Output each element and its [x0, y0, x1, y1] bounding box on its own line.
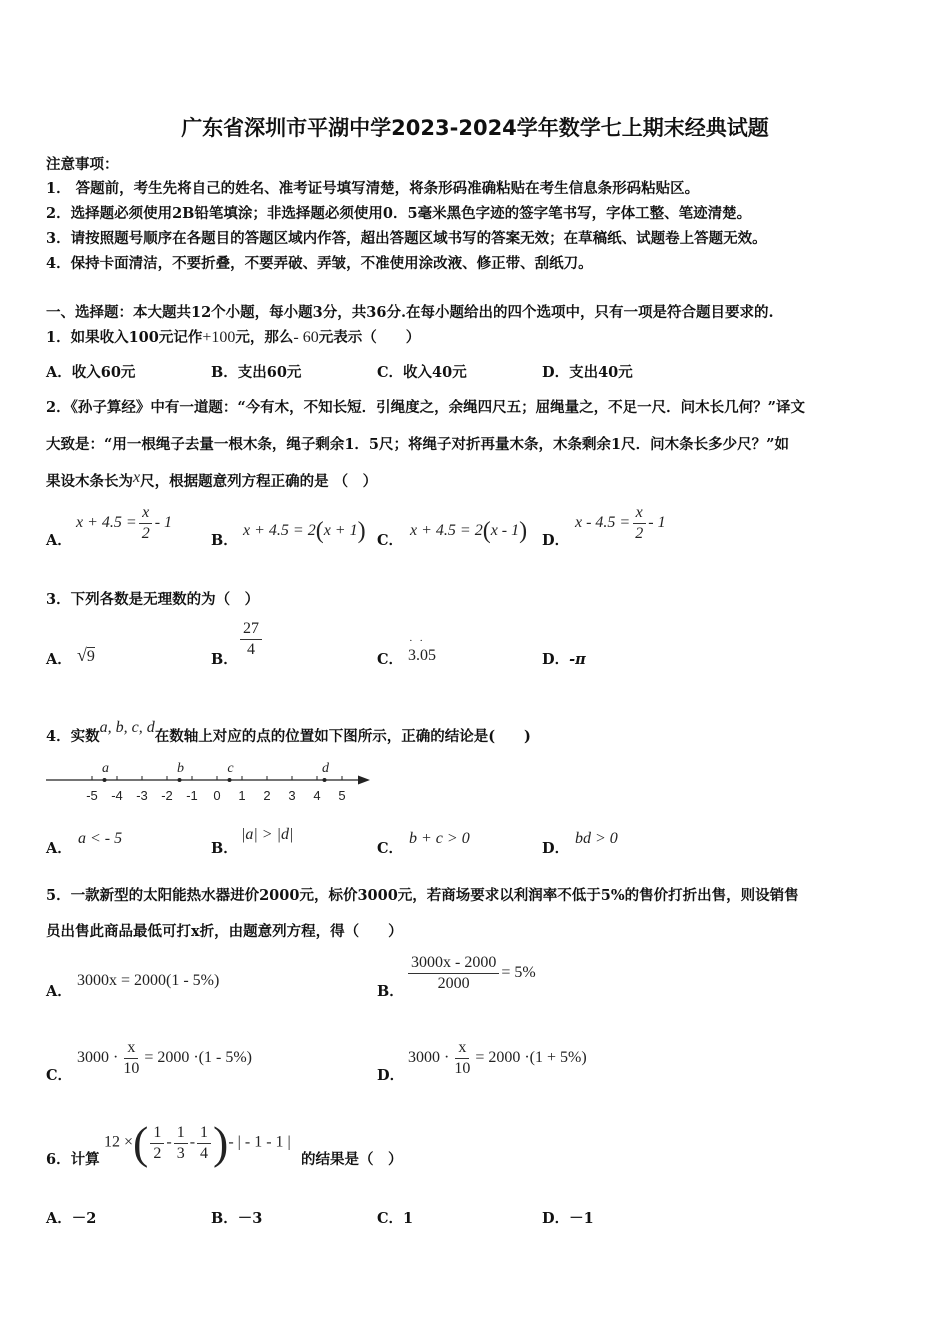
tick-label: -2: [161, 788, 173, 803]
point-label: b: [177, 761, 184, 776]
option-a-equation: x + 4.5 = $\frac{x}{2}$ - 1: [76, 504, 173, 542]
option-b-value: $\frac{27}{4}$: [238, 619, 264, 660]
option-c-label: C．: [377, 532, 404, 549]
option-b-equation: x + 4.5 = 2(x + 1): [243, 518, 366, 544]
notes-heading: 注意事项：: [46, 156, 119, 173]
point-label: d: [322, 761, 329, 776]
number-line: [44, 756, 374, 804]
question-3-stem: 3．下列各数是无理数的为（ ）: [46, 591, 260, 608]
option-a-label: A．: [46, 532, 72, 549]
question-5-line: 员出售此商品最低可打x折，由题意列方程，得（ ）: [46, 923, 403, 940]
notes-item: 4．保持卡面清洁，不要折叠，不要弄破、弄皱，不准使用涂改液、修正带、刮纸刀。: [46, 255, 593, 272]
tick-label: -5: [86, 788, 98, 803]
tick-label: 2: [263, 788, 271, 803]
point-label: a: [102, 761, 109, 776]
option-d-label: D．: [542, 532, 570, 549]
math-var: x: [133, 469, 141, 486]
option-c-equation: x + 4.5 = 2(x - 1): [410, 518, 528, 544]
question-2-line: 大致是：“用一根绳子去量一根木条，绳子剩余1．5尺；将绳子对折再量木条，木条剩余1尺．问木条长多少尺？”如: [46, 436, 789, 453]
math-vars: a, b, c, d: [99, 719, 155, 736]
option-b-label: B．: [211, 532, 238, 549]
option-d-expr: bd > 0: [575, 830, 618, 847]
tick-label: 5: [338, 788, 346, 803]
tick-label: -3: [136, 788, 148, 803]
option-a-equation: 3000x = 2000(1 - 5%): [77, 972, 220, 989]
option-c-value: 3.05: [408, 647, 436, 664]
option-a-label: A．: [46, 840, 72, 857]
option-b-expr: |a| > |d|: [241, 826, 294, 843]
option-d-equation: 3000 · $\frac{x}{10}$ = 2000 ·(1 + 5%): [408, 1039, 587, 1077]
option-a-expr: a < - 5: [78, 830, 123, 847]
option-d: D．－1: [542, 1210, 594, 1227]
option-b: B．－3: [211, 1210, 263, 1227]
question-6-tail: 的结果是（ ）: [301, 1151, 403, 1168]
point-d: [323, 778, 327, 782]
option-d-label: D．: [377, 1067, 405, 1084]
page-title: 广东省深圳市平湖中学2023-2024学年数学七上期末经典试题: [181, 116, 769, 140]
axis-arrow: [358, 776, 370, 785]
option-c-label: C．: [46, 1067, 73, 1084]
math-expr: +100: [202, 329, 236, 346]
repeating-dots: · ·: [409, 635, 426, 647]
option-c-equation: 3000 · $\frac{x}{10}$ = 2000 ·(1 - 5%): [77, 1039, 252, 1077]
tick-label: 1: [238, 788, 246, 803]
option-c: C．1: [377, 1210, 414, 1227]
option-d-equation: x - 4.5 = $\frac{x}{2}$ - 1: [575, 504, 666, 542]
question-5-line: 5．一款新型的太阳能热水器进价2000元，标价3000元，若商场要求以利润率不低于5%的售价打折出售，则设销售: [46, 887, 799, 904]
question-6-expression: 12 ×( $\frac{1}{2}$ - $\frac{1}{3}$ - $\frac{1}{4}$ )- | - 1 - 1 |: [104, 1117, 291, 1168]
option-a-label: A．: [46, 983, 72, 1000]
option-d-label: D．-π: [542, 651, 586, 668]
option-a-value: √9: [77, 645, 95, 665]
point-c: [228, 778, 232, 782]
notes-item: 1． 答题前，考生先将自己的姓名、准考证号填写清楚，将条形码准确粘贴在考生信息条形码粘贴区。: [46, 180, 700, 197]
section-heading: 一、选择题：本大题共12个小题，每小题3分，共36分.在每小题给出的四个选项中，只有一项是符合题目要求的.: [46, 304, 774, 321]
notes-item: 2．选择题必须使用2B铅笔填涂；非选择题必须使用0．5毫米黑色字迹的签字笔书写，字体工整、笔迹清楚。: [46, 205, 752, 222]
question-4-stem: 4．实数a, b, c, d在数轴上对应的点的位置如下图所示，正确的结论是( ): [46, 719, 531, 745]
option-c-expr: b + c > 0: [409, 830, 470, 847]
option-b: B．支出60元: [211, 364, 302, 381]
option-d-label: D．: [542, 840, 570, 857]
question-2-line: 2．《孙子算经》中有一道题：“今有木，不知长短．引绳度之，余绳四尺五；屈绳量之，不足一尺．问木长几何？”译文: [46, 399, 806, 416]
question-2-line: 果设木条长为x尺，根据题意列方程正确的是 （ ）: [46, 469, 378, 490]
point-a: [103, 778, 107, 782]
point-b: [178, 778, 182, 782]
option-c: C．收入40元: [377, 364, 467, 381]
option-c-label: C．: [377, 840, 404, 857]
option-d: D．支出40元: [542, 364, 633, 381]
option-a: A．－2: [46, 1210, 97, 1227]
tick-label: -1: [186, 788, 198, 803]
option-b-label: B．: [211, 840, 238, 857]
tick-label: 4: [313, 788, 321, 803]
tick-label: -4: [111, 788, 123, 803]
option-a: A．收入60元: [46, 364, 136, 381]
option-c-label: C．: [377, 651, 404, 668]
tick-label: 0: [213, 788, 221, 803]
notes-item: 3．请按照题号顺序在各题目的答题区域内作答，超出答题区域书写的答案无效；在草稿纸、试题卷上答题无效。: [46, 230, 767, 247]
option-b-equation: $\frac{3000x - 2000}{2000}$ = 5%: [406, 953, 536, 994]
option-b-label: B．: [211, 651, 238, 668]
question-1-stem: 1．如果收入100元记作+100元，那么- 60元表示（ ）: [46, 329, 421, 346]
option-b-label: B．: [377, 983, 404, 1000]
question-6-label: 6．计算: [46, 1151, 100, 1168]
math-expr: - 60: [293, 329, 319, 346]
tick-label: 3: [288, 788, 296, 803]
option-a-label: A．: [46, 651, 72, 668]
point-label: c: [227, 761, 234, 776]
